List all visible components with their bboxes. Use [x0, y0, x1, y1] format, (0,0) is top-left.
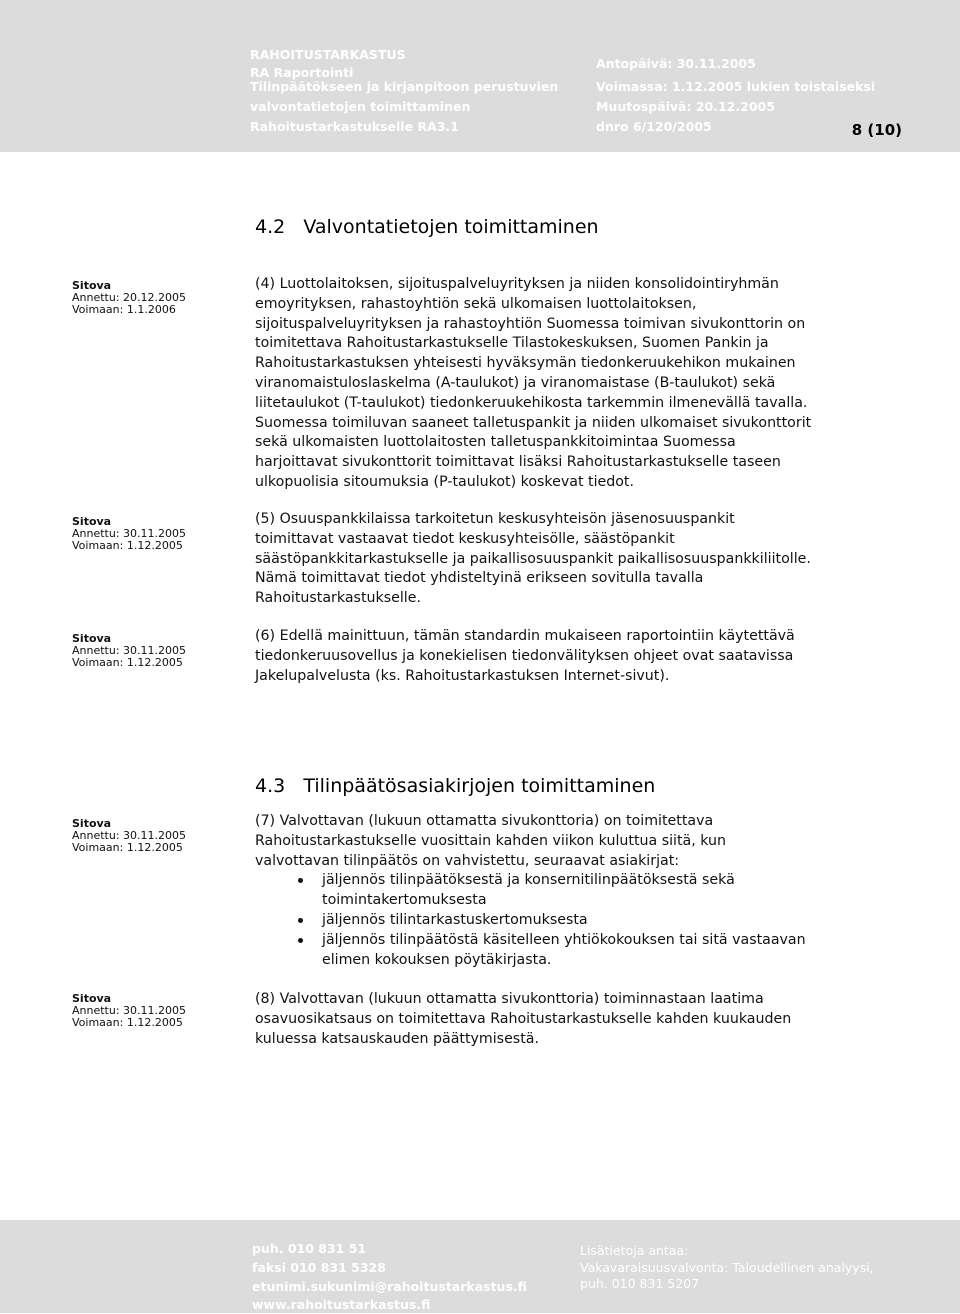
text-line: (7) Valvottavan (lukuun ottamatta sivukonttoria) on toimitettava [255, 813, 714, 829]
text-line: tiedonkeruusovellus ja konekielisen tiedonvälityksen ohjeet ovat saatavissa [255, 647, 794, 664]
text-line: Rahoitustarkastukselle. [255, 590, 421, 607]
paragraph-8 [255, 990, 915, 1049]
sidenote [72, 633, 186, 669]
section-title: Valvontatietojen toimittaminen [303, 216, 599, 238]
status-label: Sitova [72, 817, 112, 830]
text-line: Suomessa toimiluvan saaneet talletuspankit ja niiden ulkomaiset sivukonttorit [255, 414, 812, 431]
header-org: RAHOITUSTARKASTUS [250, 47, 406, 62]
header-modified: Muutospäivä: 20.12.2005 [596, 99, 775, 114]
text-line: jäljennös tilinpäätöksestä ja konsernitilinpäätöksestä sekä [322, 872, 735, 889]
footer-email[interactable]: etunimi.sukunimi@rahoitustarkastus.fi [252, 1279, 527, 1294]
text-line: liitetaulukot (T-taulukot) tiedonkeruukehikosta tarkemmin ilmenevällä tavalla. [255, 394, 808, 411]
section-number: 4.2 [255, 216, 286, 238]
text-line: (8) Valvottavan (lukuun ottamatta sivukonttoria) toiminnastaan laatima [255, 991, 764, 1007]
bullet-item [255, 871, 915, 911]
footer-website[interactable]: www.rahoitustarkastus.fi [252, 1297, 431, 1312]
text-line: Rahoitustarkastukselle vuosittain kahden viikon kuluttua siitä, kun [255, 832, 727, 849]
voimaan-date: Voimaan: 1.12.2005 [72, 841, 183, 854]
sidenote [72, 818, 186, 854]
header-subject-2: valvontatietojen toimittaminen [250, 99, 471, 114]
text-line: ulkopuolisia sitoumuksia (P-taulukot) koskevat tiedot. [255, 473, 635, 490]
section-heading-4-3 [255, 775, 655, 797]
page-number: 8 (10) [851, 121, 902, 139]
voimaan-date: Voimaan: 1.12.2005 [72, 1016, 183, 1029]
footer-info-phone: puh. 010 831 5207 [580, 1276, 700, 1291]
text-line: sijoituspalveluyrityksen ja rahastoyhtiön Suomessa toimivan sivukonttorin on [255, 315, 806, 332]
text-line: toimittavat vastaavat tiedot keskusyhteisölle, säästöpankit [255, 530, 675, 547]
text-line: osavuosikatsaus on toimitettava Rahoitustarkastukselle kahden kuukauden [255, 1010, 792, 1027]
sidenote [72, 280, 186, 316]
voimaan-date: Voimaan: 1.12.2005 [72, 539, 183, 552]
text-line: Jakelupalvelusta (ks. Rahoitustarkastuksen Internet-sivut). [255, 667, 670, 684]
footer-phone: puh. 010 831 51 [252, 1241, 367, 1256]
text-line: harjoittavat sivukonttorit toimittavat lisäksi Rahoitustarkastukselle taseen [255, 454, 781, 471]
header-dnro: dnro 6/120/2005 [596, 119, 712, 134]
footer-info-label: Lisätietoja antaa: [580, 1243, 689, 1258]
text-line: jäljennös tilintarkastuskertomuksesta [322, 911, 588, 928]
status-label: Sitova [72, 515, 112, 528]
text-line: emoyrityksen, rahastoyhtiön sekä ulkomaisen luottolaitoksen, [255, 295, 697, 312]
text-line: kuluessa katsauskauden päättymisestä. [255, 1030, 539, 1047]
sidenote [72, 516, 186, 552]
annettu-date: Annettu: 20.12.2005 [72, 291, 187, 304]
text-line: Nämä toimittavat tiedot yhdisteltyinä erikseen sovitulla tavalla [255, 570, 704, 587]
text-line: jäljennös tilinpäätöstä käsitelleen yhtiökokouksen tai sitä vastaavan [322, 931, 806, 948]
annettu-date: Annettu: 30.11.2005 [72, 1004, 187, 1017]
section-number: 4.3 [255, 775, 286, 797]
header-series: RA Raportointi [250, 65, 354, 80]
bullet-item [255, 931, 915, 971]
status-label: Sitova [72, 279, 112, 292]
section-heading-4-2 [255, 216, 599, 238]
paragraph-7 [255, 812, 915, 970]
annettu-date: Annettu: 30.11.2005 [72, 644, 187, 657]
annettu-date: Annettu: 30.11.2005 [72, 527, 187, 540]
text-line: sekä ulkomaisten luottolaitosten talletuspankkitoimintaa Suomessa [255, 434, 736, 451]
status-label: Sitova [72, 632, 112, 645]
header-subject: Tilinpäätökseen ja kirjanpitoon perustuvien [250, 79, 559, 94]
footer-info-contact: Vakavaraisuusvalvonta: Taloudellinen analyysi, [580, 1260, 874, 1275]
section-title: Tilinpäätösasiakirjojen toimittaminen [303, 775, 656, 797]
header-target: Rahoitustarkastukselle RA3.1 [250, 119, 459, 134]
text-line: (6) Edellä mainittuun, tämän standardin mukaiseen raportointiin käytettävä [255, 628, 795, 644]
header-issued: Antopäivä: 30.11.2005 [596, 56, 756, 71]
text-line: viranomaistuloslaskelma (A-taulukot) ja viranomaistase (B-taulukot) sekä [255, 374, 776, 391]
text-line: elimen kokouksen pöytäkirjasta. [322, 951, 552, 968]
paragraph-4 [255, 275, 915, 493]
header-valid: Voimassa: 1.12.2005 lukien toistaiseksi [596, 79, 876, 94]
footer-fax: faksi 010 831 5328 [252, 1260, 386, 1275]
paragraph-5 [255, 510, 915, 609]
text-line: Rahoitustarkastuksen yhteisesti hyväksymän tiedonkeruukehikon mukainen [255, 355, 796, 372]
voimaan-date: Voimaan: 1.1.2006 [72, 303, 176, 316]
annettu-date: Annettu: 30.11.2005 [72, 829, 187, 842]
paragraph-6 [255, 627, 915, 686]
text-line: valvottavan tilinpäätös on vahvistettu, seuraavat asiakirjat: [255, 852, 680, 869]
status-label: Sitova [72, 992, 112, 1005]
text-line: säästöpankkitarkastukselle ja paikallisosuuspankit paikallisosuuspankkiliitolle. [255, 550, 811, 567]
text-line: (4) Luottolaitoksen, sijoituspalveluyrityksen ja niiden konsolidointiryhmän [255, 276, 779, 292]
bullet-item [255, 911, 915, 931]
text-line: toimitettava Rahoitustarkastukselle Tilastokeskuksen, Suomen Pankin ja [255, 335, 769, 352]
text-line: toimintakertomuksesta [322, 892, 487, 909]
sidenote [72, 993, 186, 1029]
page-footer [0, 1220, 960, 1313]
voimaan-date: Voimaan: 1.12.2005 [72, 656, 183, 669]
page-header [0, 0, 960, 152]
text-line: (5) Osuuspankkilaissa tarkoitetun keskusyhteisön jäsenosuuspankit [255, 511, 735, 527]
